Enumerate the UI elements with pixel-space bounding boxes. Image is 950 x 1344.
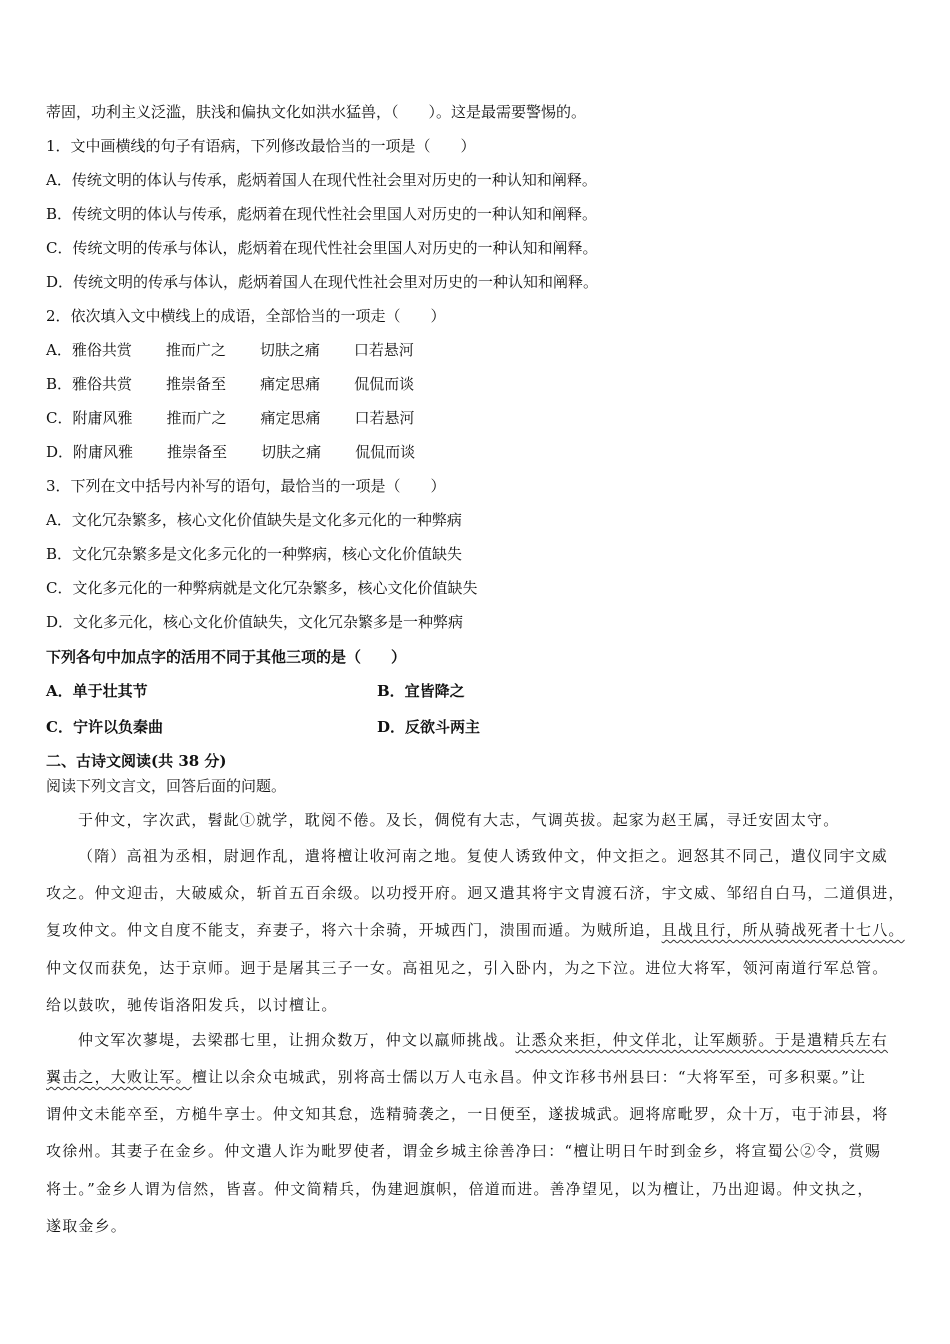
passage-p3-line1 [78,1030,888,1050]
q2-option-c[interactable] [46,408,415,428]
q2-option-b[interactable] [46,374,414,394]
passage-p3-line2 [46,1067,866,1087]
q3-option-a[interactable]: A．文化冗杂繁多，核心文化价值缺失是文化多元化的一种弊病 [46,511,462,529]
idiom: 推而广之 [166,409,227,427]
idiom: 推崇备至 [166,375,227,393]
q2-option-d[interactable] [46,442,415,462]
underlined-sentence: 让悉众来拒，仲文佯北，让军颇骄。于是遣精兵左右 [515,1031,889,1049]
q4-option-a[interactable]: A．单于壮其节 [46,682,148,700]
idiom: 口若悬河 [354,409,415,427]
q1-stem: 1．文中画横线的句子有语病，下列修改最恰当的一项是（ ） [46,137,476,155]
plain-text: 檀让以余众屯城武，别将高士儒以万人屯永昌。仲文诈移书州县曰：“大将军至，可多积粟。”让 [191,1068,867,1086]
section-title: 二、古诗文阅读(共 38 分) [46,752,227,770]
passage-p2-line5: 给以鼓吹，驰传诣洛阳发兵，以讨檀让。 [46,996,338,1014]
idiom: 侃侃而谈 [354,375,415,393]
q3-option-d[interactable]: D．文化多元化，核心文化价值缺失，文化冗杂繁多是一种弊病 [46,613,464,631]
q1-option-c[interactable]: C．传统文明的传承与体认，彪炳着在现代性社会里国人对历史的一种认知和阐释。 [46,239,598,257]
idiom: 附庸风雅 [73,443,134,461]
idiom: 推崇备至 [167,443,228,461]
section-instruction: 阅读下列文言文，回答后面的问题。 [46,777,287,795]
idiom: 口若悬河 [353,341,414,359]
passage-p2-line3 [46,920,905,940]
q4-option-c[interactable]: C．宁许以负秦曲 [46,718,163,736]
idiom: 切肤之痛 [261,443,322,461]
intro-tail-line: 蒂固，功利主义泛滥，肤浅和偏执文化如洪水猛兽，（ ）。这是最需要警惕的。 [46,103,587,121]
plain-text: 仲文军次蓼堤，去梁郡七里，让拥众数万，仲文以羸师挑战。 [78,1031,516,1049]
idiom: 痛定思痛 [260,375,321,393]
option-letter: B． [46,375,73,393]
passage-p3-line6: 遂取金乡。 [46,1217,128,1235]
idiom: 雅俗共赏 [71,341,132,359]
idiom: 切肤之痛 [259,341,320,359]
passage-p3-line3: 谓仲文未能卒至，方槌牛享士。仲文知其怠，选精骑袭之，一日便至，遂拔城武。迥将席毗罗，众十万，屯于沛县，将 [46,1105,889,1123]
underlined-sentence: 翼击之，大败让军。 [46,1068,192,1086]
passage-p1: 于仲文，字次武，髫龀①就学，耽阅不倦。及长，倜傥有大志，气调英拔。起家为赵王属，寻迁安固太守。 [78,811,840,829]
idiom: 附庸风雅 [72,409,133,427]
passage-p2-line2: 攻之。仲文迎击，大破威众，斩首五百余级。以功授开府。迥又遣其将宇文胄渡石济，宇文威、邹绍自白马，二道俱进， [46,884,905,902]
idiom: 侃侃而谈 [355,443,416,461]
q4-option-b[interactable]: B．宜皆降之 [377,682,465,700]
passage-p3-line4: 攻徐州。其妻子在金乡。仲文遣人诈为毗罗使者，谓金乡城主徐善净曰：“檀让明日午时到金乡，将宣蜀公②令，赏赐 [46,1142,882,1160]
q4-option-d[interactable]: D．反欲斗两主 [377,718,481,736]
option-letter: A． [46,341,72,359]
plain-text: 复攻仲文。仲文自度不能支，弃妻子，将六十余骑，开城西门，溃围而遁。为贼所追， [46,921,662,939]
option-letter: D． [46,443,74,461]
passage-p3-line5: 将士。”金乡人谓为信然，皆喜。仲文简精兵，伪建迥旗帜，倍道而进。善净望见，以为檀让，乃出迎谒。仲文执之， [46,1180,874,1198]
idiom: 痛定思痛 [260,409,321,427]
q3-option-b[interactable]: B．文化冗杂繁多是文化多元化的一种弊病，核心文化价值缺失 [46,545,463,563]
q3-option-c[interactable]: C．文化多元化的一种弊病就是文化冗杂繁多，核心文化价值缺失 [46,579,478,597]
idiom: 推而广之 [165,341,226,359]
q1-option-b[interactable]: B．传统文明的体认与传承，彪炳着在现代性社会里国人对历史的一种认知和阐释。 [46,205,598,223]
passage-p2-line4: 仲文仅而获免，达于京师。迥于是屠其三子一女。高祖见之，引入卧内，为之下泣。进位大将军，领河南道行军总管。 [46,959,889,977]
underlined-sentence: 且战且行，所从骑战死者十七八。 [661,921,905,939]
q1-option-d[interactable]: D．传统文明的传承与体认，彪炳着国人在现代性社会里对历史的一种认知和阐释。 [46,273,599,291]
idiom: 雅俗共赏 [72,375,133,393]
passage-p2-line1: （隋）高祖为丞相，尉迥作乱，遣将檀让收河南之地。复使人诱致仲文，仲文拒之。迥怒其不同己，遣仪同宇文威 [78,847,889,865]
q4-stem: 下列各句中加点字的活用不同于其他三项的是（ ） [46,648,407,666]
option-letter: C． [46,409,73,427]
q1-option-a[interactable]: A．传统文明的体认与传承，彪炳着国人在现代性社会里对历史的一种认知和阐释。 [46,171,597,189]
q3-stem: 3．下列在文中括号内补写的语句，最恰当的一项是（ ） [46,477,446,495]
q2-option-a[interactable] [46,340,414,360]
q2-stem: 2．依次填入文中横线上的成语，全部恰当的一项走（ ） [46,307,446,325]
